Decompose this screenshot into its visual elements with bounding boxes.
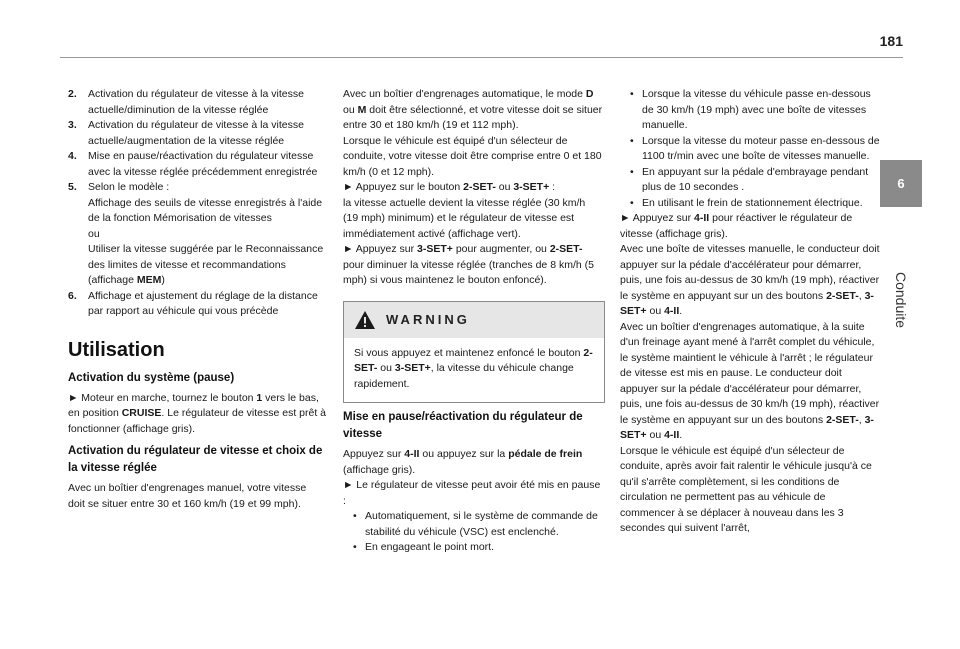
- bullet-item: • En engageant le point mort.: [353, 540, 603, 556]
- text-run-bold: pédale de frein: [508, 448, 583, 460]
- list-item: [68, 289, 326, 320]
- list-item: [68, 180, 326, 289]
- bullet-item: • En appuyant sur la pédale d'embrayage pendant plus de 10 secondes .: [630, 165, 882, 196]
- warning-title: WARNING: [386, 311, 470, 327]
- paragraph: Lorsque le véhicule est équipé d'un sélecteur de conduite, votre vitesse doit être comprise entre 0 et 180 km/h (0 et 12 mph).: [343, 134, 602, 178]
- text-run-bold: 2-SET-: [549, 243, 583, 255]
- text-run: .: [679, 305, 683, 317]
- paragraph: ► Le régulateur de vitesse peut avoir été mis en pause :: [343, 479, 601, 507]
- list-number: 4.: [68, 150, 77, 162]
- paragraph: Lorsque le véhicule est équipé d'un sélecteur de conduite, après avoir fait ralentir le véhicule jusqu'à ce qu'il s'arrête complètement, si les conditions de circulation ne permettent pas au véhicule de commencer à se déplacer à nouveau dans les 3 secondes qui suivent l'arrêt,: [620, 444, 872, 534]
- paragraph: [68, 391, 326, 438]
- text-run-bold: 3-SET+: [394, 362, 431, 374]
- bullet-item: • Lorsque la vitesse du véhicule passe en-dessous de 30 km/h (19 mph) avec une boîte de vitesses manuelle.: [630, 87, 882, 134]
- list-number: 3.: [68, 119, 77, 131]
- text-run-bold: 3-SET+: [513, 181, 550, 193]
- text-run-bold: 2-SET-: [354, 346, 593, 374]
- list-text: Mise en pause/réactivation du régulateur vitesse avec la vitesse réglée précédemment enregistrée: [88, 150, 318, 178]
- text-run-bold: CRUISE: [121, 407, 162, 419]
- warning-header: [344, 302, 604, 338]
- text-run: pour augmenter, ou: [452, 243, 550, 255]
- text-run-bold: MEM: [136, 274, 162, 286]
- list-item: [68, 87, 326, 118]
- list-text: Affichage des seuils de vitesse enregistrés à l'aide de la fonction Mémorisation de vitesses: [88, 196, 323, 224]
- text-run: Utiliser la vitesse suggérée par le Reconnaissance des limites de vitesse et recommandations (affichage: [88, 243, 324, 286]
- text-run: ): [161, 274, 165, 286]
- text-run: :: [549, 181, 556, 193]
- list-text: Affichage et ajustement du réglage de la distance par rapport au véhicule qui vous précède: [88, 289, 318, 317]
- text-run: Si vous appuyez et maintenez enfoncé le bouton: [354, 346, 584, 359]
- list-text: Activation du régulateur de vitesse à la vitesse actuelle/augmentation de la vitesse réglée: [88, 119, 304, 147]
- text-run-bold: 3-SET+: [620, 289, 874, 317]
- subsection-heading: Mise en pause/réactivation du régulateur de vitesse: [343, 411, 583, 440]
- text-run: ou: [377, 362, 395, 374]
- text-run-bold: 2-SET-: [826, 413, 859, 426]
- text-run-bold: 3-SET+: [417, 243, 453, 255]
- text-run-bold: 2-SET-: [463, 181, 496, 193]
- warning-triangle-icon: [354, 310, 376, 330]
- text-run: pour réactiver le régulateur de vitesse (affichage gris).: [620, 212, 853, 240]
- text-run-bold: 2-SET-: [826, 289, 859, 302]
- text-run: Avec un boîtier d'engrenages automatique, à la suite d'un freinage ayant mené à l'arrêt complet du véhicule, le système maintient le véhicule à l'arrêt ; le régulateur de vitesse est mis en pause. Le conducteur doit appuyer sur la pédale d'accélérateur pour démarrer, puis, une fois au-dessus de 30 km/h (19 mph), réactiver le système en appuyant sur un des boutons: [620, 320, 880, 426]
- column-2: [343, 87, 603, 556]
- list-number: 2.: [68, 88, 77, 100]
- subsection-heading: Activation du système (pause): [68, 371, 235, 384]
- text-run-bold: 4-II: [404, 448, 420, 460]
- text-run: vers le bas, en position: [68, 391, 319, 419]
- list-item: [68, 118, 326, 149]
- text-run: doit être sélectionné, et votre vitesse doit se situer entre 30 et 180 km/h (19 et 112 mph).: [343, 103, 603, 131]
- paragraph: [343, 242, 603, 289]
- text-run: .: [679, 429, 683, 441]
- paragraph: [620, 242, 882, 320]
- list-number: 6.: [68, 289, 77, 302]
- text-run: ► Appuyez sur le bouton: [343, 181, 464, 193]
- bullet-item: • Automatiquement, si le système de commande de stabilité du véhicule (VSC) est enclenché.: [353, 509, 603, 540]
- list-text: [88, 242, 326, 289]
- text-run-bold: 4-II: [694, 212, 710, 224]
- warning-box: [343, 301, 605, 404]
- text-run-bold: 4-II: [664, 429, 680, 441]
- text-run: ,: [858, 413, 865, 426]
- list-number: 5.: [68, 181, 77, 193]
- text-run: ou appuyez sur la: [419, 448, 509, 460]
- bullet-list: [343, 509, 603, 556]
- text-run: ► Appuyez sur: [620, 212, 695, 224]
- text-run: ou: [646, 305, 665, 317]
- text-run: (affichage gris).: [343, 463, 416, 476]
- text-run: Avec une boîte de vitesses manuelle, le conducteur doit appuyer sur la pédale d'accélérateur pour démarrer, puis, une fois au-dessus de 30 km/h (19 mph), réactiver le système en appuyant sur un des boutons: [620, 243, 880, 302]
- paragraph: [343, 87, 603, 134]
- chapter-title: Conduite: [893, 271, 909, 329]
- text-run-bold: M: [357, 103, 367, 116]
- text-run: ou: [343, 103, 358, 116]
- list-text: ou: [88, 227, 100, 240]
- text-run: Avec un boîtier d'engrenages automatique, le mode: [343, 88, 586, 100]
- paragraph: [343, 447, 603, 478]
- numbered-list: [68, 87, 326, 320]
- bullet-item: • En utilisant le frein de stationnement électrique.: [630, 196, 882, 212]
- text-run-bold: 1: [256, 391, 263, 404]
- paragraph: [620, 320, 882, 444]
- text-run-bold: D: [585, 88, 594, 100]
- text-run: ► Appuyez sur: [343, 243, 418, 255]
- bullet-list: [620, 87, 882, 211]
- text-run: pour diminuer la vitesse réglée (tranches de 8 km/h (5 mph) si vous maintenez le bouton enfoncé).: [343, 258, 594, 286]
- text-run: ► Moteur en marche, tournez le bouton: [68, 391, 257, 404]
- chapter-tab[interactable]: 6: [880, 160, 922, 207]
- text-run: ,: [858, 289, 865, 302]
- list-text: Selon le modèle :: [88, 181, 170, 193]
- paragraph: [620, 211, 882, 242]
- text-run: ou: [495, 181, 514, 193]
- subsection-heading: Activation du régulateur de vitesse et choix de la vitesse réglée: [68, 445, 323, 474]
- paragraph: [343, 180, 603, 196]
- warning-text: [344, 338, 604, 403]
- list-item: [68, 149, 326, 180]
- list-text: Activation du régulateur de vitesse à la vitesse actuelle/diminution de la vitesse réglée: [88, 88, 304, 116]
- paragraph: Avec un boîtier d'engrenages manuel, votre vitesse doit se situer entre 30 et 160 km/h (19 et 99 mph).: [68, 482, 307, 510]
- text-run-bold: 4-II: [664, 305, 680, 317]
- section-heading: Utilisation: [68, 338, 165, 361]
- text-run-bold: 3-SET+: [620, 413, 874, 441]
- text-run: . Le régulateur de vitesse est prêt à fonctionner (affichage gris).: [68, 407, 327, 435]
- column-1: [68, 87, 326, 512]
- text-run: ou: [646, 429, 665, 441]
- paragraph: la vitesse actuelle devient la vitesse réglée (30 km/h (19 mph) minimum) et le régulateur de vitesse est immédiatement activé (affichage vert).: [343, 196, 586, 240]
- bullet-item: • Lorsque la vitesse du moteur passe en-dessous de 1100 tr/min avec une boîte de vitesses manuelle.: [630, 134, 882, 165]
- column-3: [620, 87, 882, 537]
- text-run: Appuyez sur: [343, 448, 405, 460]
- header-rule: [60, 57, 903, 58]
- text-run: , la vitesse du véhicule change rapidement.: [354, 362, 574, 390]
- page-number: 181: [879, 33, 903, 49]
